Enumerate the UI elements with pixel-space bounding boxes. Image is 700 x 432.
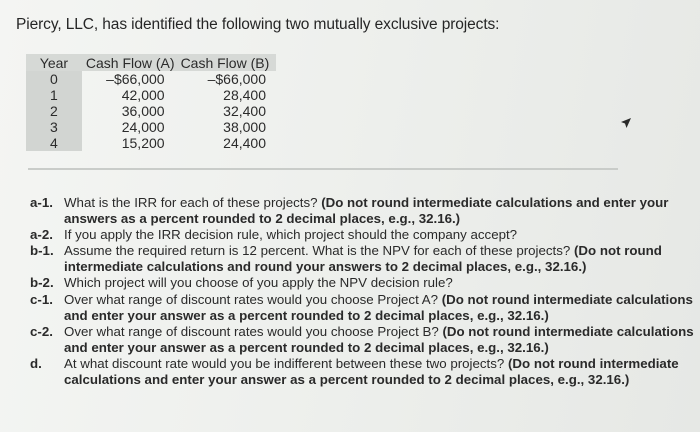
question-label: c-2. (30, 323, 53, 339)
header-cash-flow-b: Cash Flow (B) (179, 54, 276, 71)
question-text: Over what range of discount rates would you choose Project A? (64, 291, 442, 307)
question-instruction: (Do not round intermediate calculations and round your answers to 2 decimal places, e.g., 32.16.) (64, 243, 662, 275)
question-a1 (30, 195, 695, 227)
table-row (26, 103, 276, 119)
cell-cash-flow-a: –$66,000 (106, 71, 165, 87)
header-year: Year (26, 54, 82, 71)
mouse-pointer-icon (620, 117, 632, 129)
question-d (30, 356, 695, 388)
cell-year: 0 (26, 71, 82, 87)
question-instruction: (Do not round intermediate calculations and enter your answer as a percent rounded to 2 decimal places, e.g., 32.16.) (64, 323, 694, 355)
question-c1 (30, 292, 695, 324)
table-row (26, 71, 276, 87)
question-a2 (30, 227, 695, 243)
intro-text: Piercy, LLC, has identified the following two mutually exclusive projects: (16, 16, 500, 33)
question-text: Which project will you choose of you apply the NPV decision rule? (64, 275, 453, 291)
question-instruction: (Do not round intermediate calculations and enter your answer as a percent rounded to 2 decimal places, e.g., 32.16.) (64, 291, 693, 323)
cell-year: 2 (26, 103, 82, 119)
cell-cash-flow-a: 36,000 (121, 103, 165, 119)
question-b2 (30, 275, 695, 291)
question-label: a-1. (30, 195, 53, 210)
question-text: What is the IRR for each of these projects? (64, 195, 322, 210)
cash-flow-table (26, 54, 276, 151)
cell-cash-flow-a: 24,000 (121, 119, 165, 135)
cell-cash-flow-b: –$66,000 (207, 71, 266, 87)
cash-flow-table-wrap (26, 54, 276, 151)
table-row (26, 87, 276, 103)
question-text: Over what range of discount rates would you choose Project B? (64, 323, 443, 339)
question-list (30, 195, 695, 388)
question-label: a-2. (30, 227, 53, 243)
header-cash-flow-a: Cash Flow (A) (82, 54, 179, 71)
question-label: c-1. (30, 291, 53, 307)
question-label: d. (30, 355, 42, 371)
question-label: b-1. (30, 243, 54, 259)
cell-cash-flow-a: 42,000 (121, 87, 165, 103)
table-row (26, 135, 276, 151)
question-b1 (30, 243, 695, 275)
cell-year: 1 (26, 87, 82, 103)
table-header-row (26, 54, 276, 71)
question-text: If you apply the IRR decision rule, which project should the company accept? (64, 227, 518, 243)
question-instruction: (Do not round intermediate calculations and enter your answer as a percent rounded to 2 decimal places, e.g., 32.16.) (64, 355, 679, 388)
question-text: At what discount rate would you be indifferent between these two projects? (64, 355, 508, 371)
cell-cash-flow-b: 24,400 (223, 135, 266, 151)
cell-cash-flow-b: 28,400 (223, 87, 266, 103)
question-label: b-2. (30, 275, 54, 291)
cell-cash-flow-b: 32,400 (223, 103, 266, 119)
cell-year: 4 (26, 135, 82, 151)
table-row (26, 119, 276, 135)
question-instruction: (Do not round intermediate calculations and enter your answers as a percent rounded to 2 decimal places, e.g., 32.16.) (64, 195, 669, 227)
cell-cash-flow-a: 15,200 (121, 135, 165, 151)
question-text: Assume the required return is 12 percent. What is the NPV for each of these projects? (64, 243, 574, 259)
divider (28, 168, 618, 170)
cell-year: 3 (26, 119, 82, 135)
question-c2 (30, 324, 695, 356)
cell-cash-flow-b: 38,000 (223, 119, 266, 135)
